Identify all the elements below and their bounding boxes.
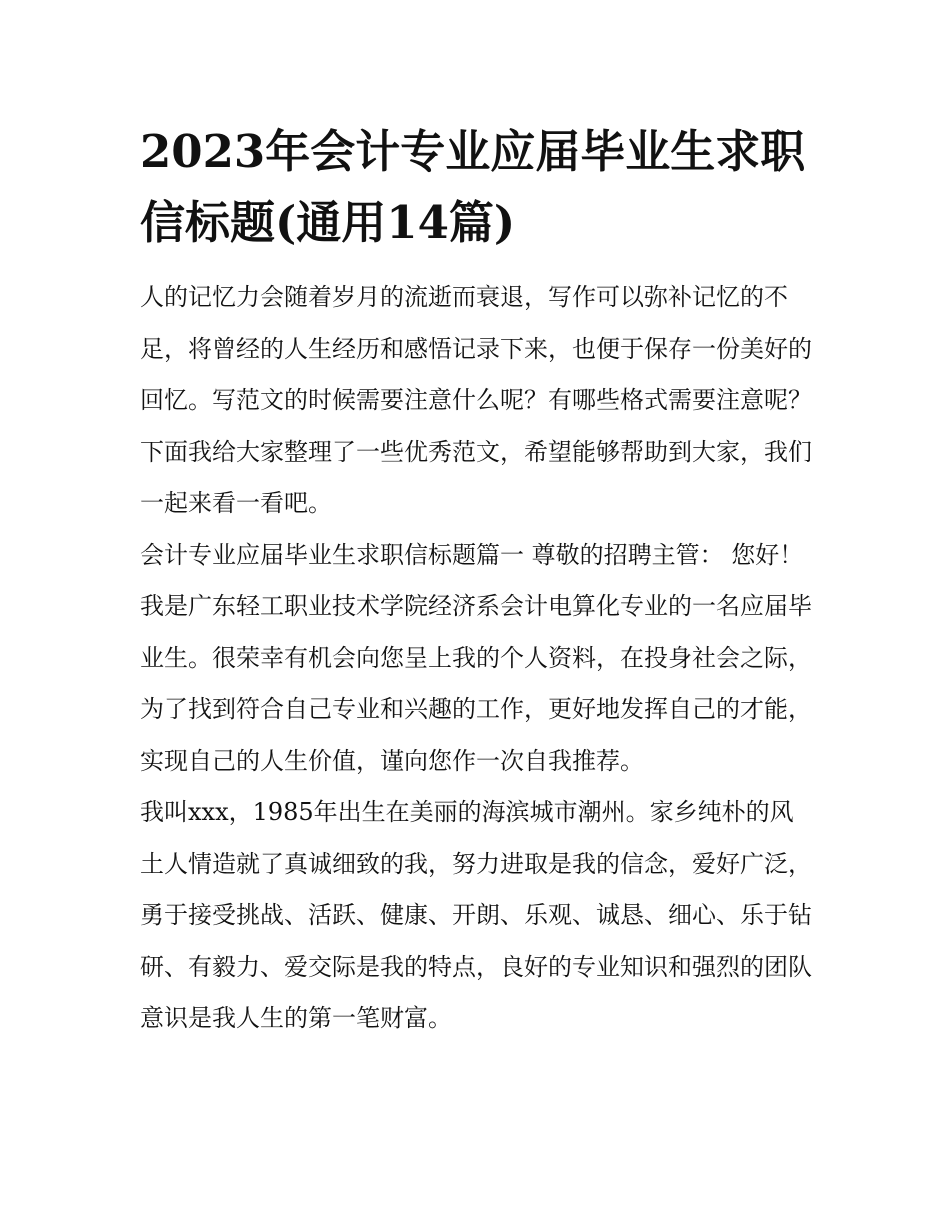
document-title: 2023年会计专业应届毕业生求职信标题(通用14篇) [140,125,806,249]
paragraph-personal-background: 我叫xxx，1985年出生在美丽的海滨城市潮州。家乡纯朴的风土人情造就了真诚细致的我，努力进取是我的信念，爱好广泛，勇于接受挑战、活跃、健康、开朗、乐观、诚恳、细心、乐于钻研、有毅力、爱交际是我的特点，良好的专业知识和强烈的团队意识是我人生的第一笔财富。 [140,798,812,1032]
paragraph-salutation: 会计专业应届毕业生求职信标题篇一 尊敬的招聘主管： 您好！ [140,540,804,569]
paragraph-intro: 人的记忆力会随着岁月的流逝而衰退，写作可以弥补记忆的不足，将曾经的人生经历和感悟记录下来，也便于保存一份美好的回忆。写范文的时候需要注意什么呢？有哪些格式需要注意呢？下面我给大家整理了一些优秀范文，希望能够帮助到大家，我们一起来看一看吧。 [140,283,812,517]
paragraph-self-intro: 我是广东轻工职业技术学院经济系会计电算化专业的一名应届毕业生。很荣幸有机会向您呈上我的个人资料，在投身社会之际，为了找到符合自己专业和兴趣的工作，更好地发挥自己的才能，实现自己的人生价值，谨向您作一次自我推荐。 [140,592,812,775]
document-body [140,116,812,1045]
